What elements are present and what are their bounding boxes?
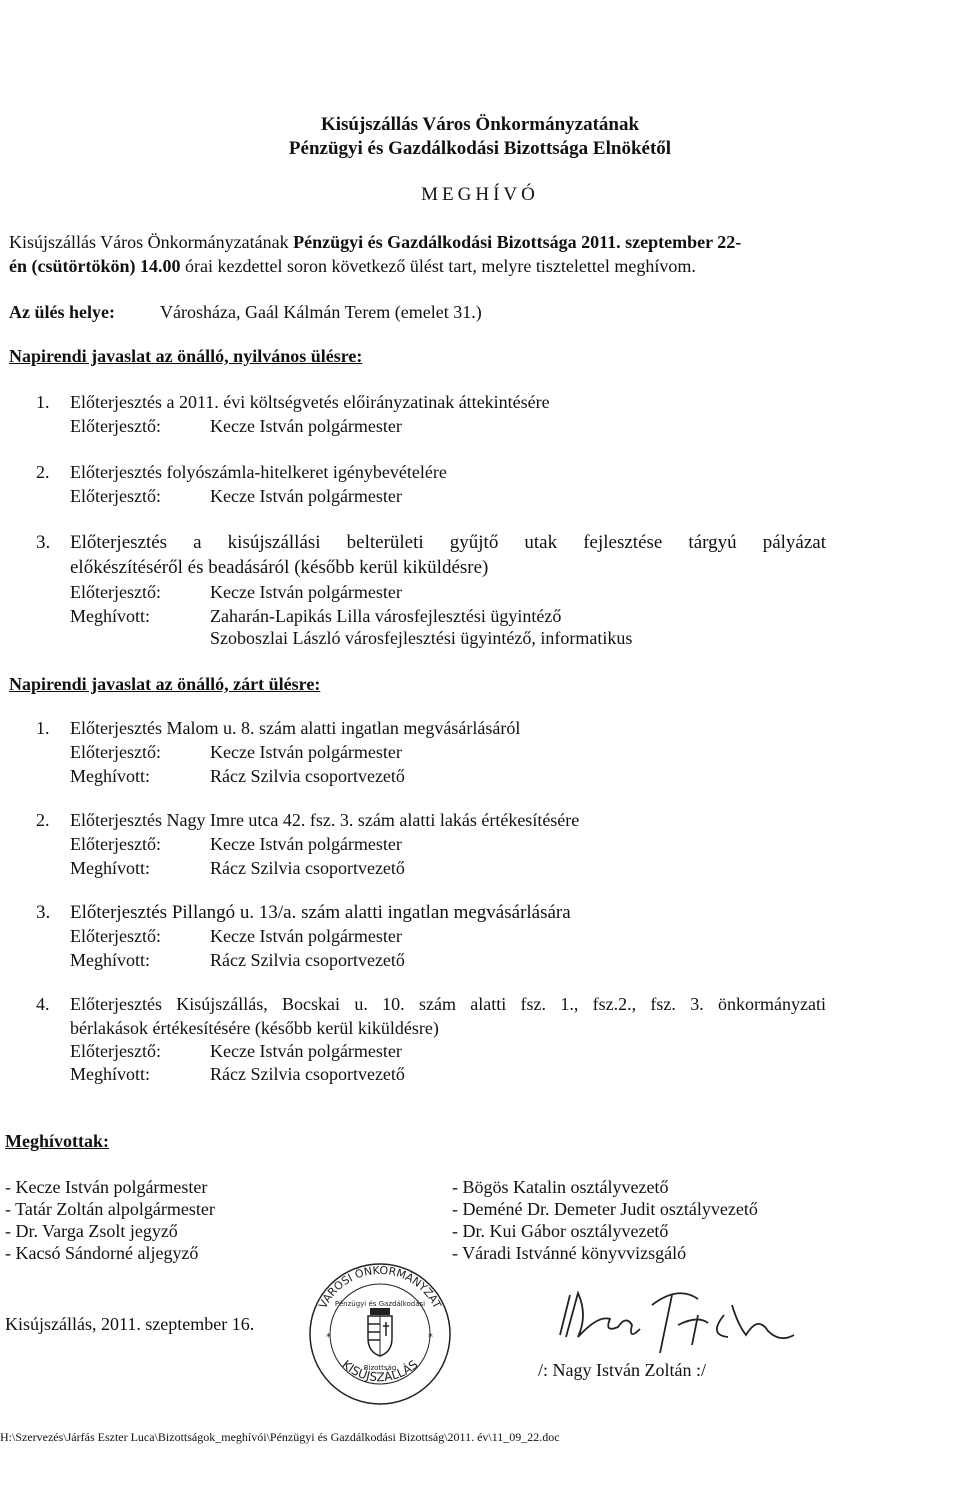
intro-line2-normal: órai kezdettel soron következő ülést tart, melyre tisztelettel meghívom.	[180, 256, 696, 276]
invitee-left-2: - Tatár Zoltán alpolgármester	[5, 1199, 215, 1219]
public-item-2-num: 2.	[36, 462, 50, 482]
closed-item-2-presenter: Kecze István polgármester	[210, 834, 402, 854]
invitee-left-3: - Dr. Varga Zsolt jegyző	[5, 1221, 178, 1241]
invitee-right-1: - Bögös Katalin osztályvezető	[452, 1177, 669, 1197]
handwritten-signature	[548, 1275, 798, 1365]
official-stamp	[306, 1260, 454, 1408]
public-item-2-presenter: Kecze István polgármester	[210, 486, 402, 506]
public-item-1-num: 1.	[36, 392, 50, 412]
public-item-3-presenter-label: Előterjesztő:	[70, 582, 161, 602]
closed-item-4-presenter-label: Előterjesztő:	[70, 1041, 161, 1061]
document-title: MEGHÍVÓ	[421, 184, 539, 205]
public-item-1-title: Előterjesztés a 2011. évi költségvetés előirányzatinak áttekintésére	[70, 392, 550, 412]
signature-name: /: Nagy István Zoltán :/	[538, 1360, 706, 1380]
public-item-1-presenter-label: Előterjesztő:	[70, 416, 161, 436]
closed-item-2-invited: Rácz Szilvia csoportvezető	[210, 858, 405, 878]
header-line1: Kisújszállás Város Önkormányzatának	[320, 114, 640, 135]
footer-file-path: H:\Szervezés\Járfás Eszter Luca\Bizottságok_meghívói\Pénzügyi és Gazdálkodási Bizottság\2011. év\11_09_22.doc	[0, 1430, 560, 1444]
closed-item-2-num: 2.	[36, 810, 50, 830]
closed-item-3-title: Előterjesztés Pillangó u. 13/a. szám alatti ingatlan megvásárlására	[70, 902, 571, 923]
invitee-right-4: - Váradi Istvánné könyvvizsgáló	[452, 1243, 687, 1263]
public-section-heading: Napirendi javaslat az önálló, nyilvános ülésre:	[9, 346, 363, 366]
venue-label: Az ülés helye:	[9, 302, 115, 322]
closed-item-2-presenter-label: Előterjesztő:	[70, 834, 161, 854]
intro-line1-bold: Pénzügyi és Gazdálkodási Bizottsága 2011. szeptember 22-	[293, 232, 742, 252]
intro-line2	[9, 256, 696, 277]
closed-item-4-title-line1: Előterjesztés Kisújszállás, Bocskai u. 10. szám alatti fsz. 1., fsz.2., fsz. 3. önkormányzati	[70, 994, 826, 1014]
closed-item-2-title: Előterjesztés Nagy Imre utca 42. fsz. 3. szám alatti lakás értékesítésére	[70, 810, 580, 830]
invitee-left-1: - Kecze István polgármester	[5, 1177, 208, 1197]
closed-item-1-title: Előterjesztés Malom u. 8. szám alatti ingatlan megvásárlásáról	[70, 718, 521, 738]
svg-text:VÁROSI ÖNKORMÁNYZAT: VÁROSI ÖNKORMÁNYZAT	[316, 1263, 444, 1311]
public-item-3-title-line1: Előterjesztés a kisújszállási belterületi gyűjtő utak fejlesztése tárgyú pályázat	[70, 532, 826, 553]
public-item-3-presenter: Kecze István polgármester	[210, 582, 402, 602]
invitee-right-3: - Dr. Kui Gábor osztályvezető	[452, 1221, 669, 1241]
svg-text:Pénzügyi és Gazdálkodási: Pénzügyi és Gazdálkodási	[334, 1300, 426, 1308]
intro-line1	[9, 232, 741, 253]
closed-item-4-num: 4.	[36, 994, 50, 1014]
invitees-heading: Meghívottak:	[5, 1131, 109, 1151]
closed-item-1-num: 1.	[36, 718, 50, 738]
intro-line1-normal: Kisújszállás Város Önkormányzatának	[9, 232, 294, 252]
closed-item-4-invited-label: Meghívott:	[70, 1064, 150, 1084]
date-place: Kisújszállás, 2011. szeptember 16.	[5, 1314, 255, 1334]
closed-item-3-presenter-label: Előterjesztő:	[70, 926, 161, 946]
closed-item-1-presenter-label: Előterjesztő:	[70, 742, 161, 762]
public-item-1-presenter: Kecze István polgármester	[210, 416, 402, 436]
public-item-3-invited-1: Zaharán-Lapikás Lilla városfejlesztési ügyintéző	[210, 606, 562, 626]
header-line2: Pénzügyi és Gazdálkodási Bizottsága Elnökétől	[288, 138, 672, 159]
closed-item-4-invited: Rácz Szilvia csoportvezető	[210, 1064, 405, 1084]
public-item-2-presenter-label: Előterjesztő:	[70, 486, 161, 506]
closed-item-2-invited-label: Meghívott:	[70, 858, 150, 878]
invitee-left-4: - Kacsó Sándorné aljegyző	[5, 1243, 199, 1263]
svg-text:KISÚJSZÁLLÁS: KISÚJSZÁLLÁS	[339, 1357, 421, 1385]
closed-item-3-invited: Rácz Szilvia csoportvezető	[210, 950, 405, 970]
svg-text:*: *	[428, 1332, 433, 1343]
closed-item-4-presenter: Kecze István polgármester	[210, 1041, 402, 1061]
intro-line2-bold: én (csütörtökön) 14.00	[9, 256, 181, 276]
closed-section-heading: Napirendi javaslat az önálló, zárt ülésre:	[9, 674, 321, 694]
closed-item-3-invited-label: Meghívott:	[70, 950, 150, 970]
public-item-3-invited-2: Szoboszlai László városfejlesztési ügyintéző, informatikus	[210, 628, 633, 648]
closed-item-3-num: 3.	[36, 902, 51, 923]
venue-value: Városháza, Gaál Kálmán Terem (emelet 31.)	[160, 302, 482, 322]
svg-text:*: *	[326, 1332, 331, 1343]
public-item-2-title: Előterjesztés folyószámla-hitelkeret igénybevételére	[70, 462, 447, 482]
public-item-3-num: 3.	[36, 532, 51, 553]
public-item-3-invited-label: Meghívott:	[70, 606, 150, 626]
closed-item-1-invited-label: Meghívott:	[70, 766, 150, 786]
svg-text:Bizottság: Bizottság	[363, 1364, 397, 1372]
invitee-right-2: - Deméné Dr. Demeter Judit osztályvezető	[452, 1199, 758, 1219]
closed-item-1-presenter: Kecze István polgármester	[210, 742, 402, 762]
closed-item-3-presenter: Kecze István polgármester	[210, 926, 402, 946]
closed-item-1-invited: Rácz Szilvia csoportvezető	[210, 766, 405, 786]
public-item-3-title-line2: előkészítéséről és beadásáról (később kerül kiküldésre)	[70, 557, 489, 578]
closed-item-4-title-line2: bérlakások értékesítésére (később kerül kiküldésre)	[70, 1018, 439, 1038]
